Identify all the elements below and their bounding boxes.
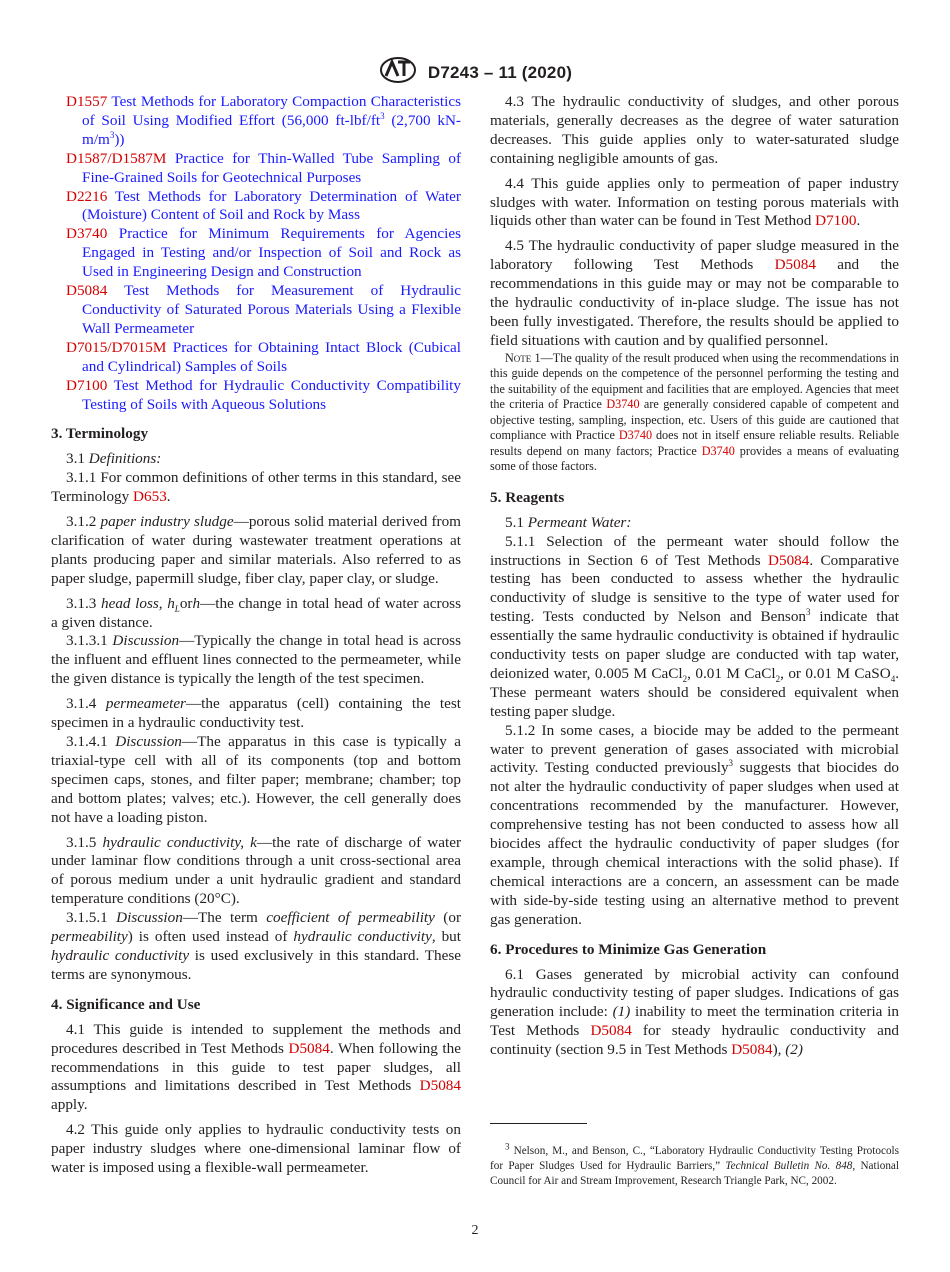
reference-link[interactable]: D1587/D1587M [66,149,167,167]
document-id: D7243 – 11 (2020) [427,62,573,82]
paragraph: 4.1 This guide is intended to supplement the methods and procedures described in Test Methods D5084. When following the recommendations in this guide to test paper sludges, all assumptions and limitations described in Test Methods D5084 apply. [51,1020,461,1114]
paragraph: 3.1.1 For common definitions of other terms in this standard, see Terminology D653. [51,469,461,506]
paragraph: 3.1.4 permeameter—the apparatus (cell) containing the test specimen in a hydraulic conductivity test. [51,695,461,732]
paragraph: 3.1.5 hydraulic conductivity, k—the rate of discharge of water under laminar flow conditions through a unit cross-sectional area of porous medium under a unit hydraulic gradient and standard temperature conditions (20°C). [51,833,462,908]
paragraph: 3.1.3 head loss, $h_Lorh—the$ change in total head of water across a given distance. [51,594,461,631]
section-heading: 4. Significance and Use [51,995,201,1013]
reference-link[interactable]: D2216 [66,187,108,205]
page-number: 2 [471,1223,479,1238]
reference-link[interactable]: D5084 [590,1022,632,1040]
reference-link[interactable]: D3740 [66,225,108,243]
section-heading: 3. Terminology [51,425,149,443]
reference-link[interactable]: D5084 [419,1077,461,1095]
paragraph: 3.1.2 paper industry sludge—porous solid material derived from clarification of water during wastewater treatment operations at plants producing paper and similar materials. Also referred to as paper sludge, papermill sludge, fiber clay, paper clay, or sludge. [51,513,461,587]
paragraph: 3.1.5.1 Discussion—The term coefficient of permeability (or permeability) is often used instead of hydraulic conductivity, but hydraulic conductivity is used exclusively in this standard. These terms are synonymous. [51,909,462,983]
reference-item: D1587/D1587M Practice for Thin-Walled Tube Sampling of Fine-Grained Soils for Geotechnical Purposes [66,149,462,186]
reference-link[interactable]: D5084 [66,282,108,300]
section-heading: 6. Procedures to Minimize Gas Generation [490,940,767,958]
reference-item: D3740 Practice for Minimum Requirements for Agencies Engaged in Testing and/or Inspection of Soil and Rock as Used in Engineering Design and Construction [66,225,462,281]
reference-link[interactable]: D3740 [618,428,653,443]
reference-link[interactable]: D3740 [701,443,735,458]
section-heading: 5. Reagents [490,488,565,506]
astm-logo-icon [378,56,418,89]
reference-link[interactable]: D5084 [288,1039,330,1057]
reference-link[interactable]: D7015/D7015M [66,338,167,356]
reference-item: D5084 Test Methods for Measurement of Hydraulic Conductivity of Saturated Porous Materials Using a Flexible Wall Permeameter [66,282,461,337]
reference-link[interactable]: D1557 [66,93,108,110]
paragraph: 4.4 This guide applies only to permeation of paper industry sludges with water. Information on testing porous materials with liquids other than water can be found in Test Method D7100. [490,174,899,230]
paragraph: 4.3 The hydraulic conductivity of sludges, and other porous materials, generally decreases as the degree of water saturation decreases. This guide applies only to water-saturated sludge containing negligible amounts of gas. [490,93,899,167]
note: Note 1—The quality of the result produced when using the recommendations in this guide depends on the competence of the personnel performing the testing and the suitability of the equipment and facilities that are employed. Agencies that meet the criteria of Practice D3740 are generally considered capable of competent and objective testing, sampling, inspection, etc. Users of this guide are cautioned that compliance with Practice D3740 does not in itself ensure reliable results. Reliable results depend on many factors; Practice D3740 provides a means of evaluating some of those factors. [490,350,900,474]
reference-link[interactable]: D7100 [815,212,857,230]
left-column [51,93,461,1178]
reference-link[interactable]: D3740 [606,397,640,412]
reference-link[interactable]: D5084 [731,1041,773,1059]
paragraph: 6.1 Gases generated by microbial activity can confound hydraulic conductivity testing of paper sludges. Indications of gas generation include: (1) inability to meet the termination criteria in Test Methods D5084 for steady hydraulic conductivity and continuity (section 9.5 in Test Methods D5084), (2) [490,965,900,1059]
reference-item: D7100 Test Method for Hydraulic Conductivity Compatibility Testing of Soils with Aqueous Solutions [66,376,461,413]
paragraph: 4.2 This guide only applies to hydraulic conductivity tests on paper industry sludges where one-dimensional laminar flow of water is imposed using a flexible-wall permeameter. [51,1121,461,1177]
paragraph: 5.1.1 Selection of the permeant water should follow the instructions in Section 6 of Test Methods D5084. Comparative testing has been conducted to assess whether the hydraulic conductivity of sludge is sensitive to the type of water used for testing. Tests conducted by Nelson and Benson$^3$ indicate that essentially the same hydraulic conductivity is obtained if hydraulic conductivity tests on paper sludge are conducted with tap water, deionized water, 0.005 M CaCl$_2$, 0.01 M CaCl$_2$, or 0.01 M CaSO$_4$. These permeant waters should be considered equivalent when testing paper sludge. [490,532,900,720]
reference-link[interactable]: D653 [133,488,167,506]
paragraph: 4.5 The hydraulic conductivity of paper sludge measured in the laboratory following Test Methods D5084 and the recommendations in this guide may or may not be comparable to the hydraulic conductivity of in-place sludge. The issue has not been fully investigated. Therefore, the results should be applied to field situations with caution and by qualified personnel. [490,237,899,349]
paragraph: 3.1.4.1 Discussion—The apparatus in this case is typically a triaxial-type cell with all of its components (top and bottom specimen caps, stones, and filter paper; membrane; chamber; top and bottom plates; valves; etc.). However, the cell generally does not have a loading piston. [51,733,461,826]
reference-item: D1557 Test Methods for Laboratory Compaction Characteristics of Soil Using Modified Effort (56,000 $ft-lbf/ft^3$ (2,700 $kN-m/m^3$)) [66,93,461,148]
footnote-divider [490,1123,587,1124]
reference-link[interactable]: D5084 [774,256,816,274]
page-header [0,56,950,86]
reference-link[interactable]: D7100 [66,376,108,394]
paragraph: 5.1.2 In some cases, a biocide may be added to the permeant water to prevent generation of gases associated with microbial activity. Testing conducted previously$^3$ suggests that biocides do not alter the hydraulic conductivity of paper sludges when used at concentrations recommended by the manufacturer. However, comprehensive testing has not been conducted to assess how all biocides affect the hydraulic conductivity of paper sludges (for example, through chemical interactions with the solid phase). If chemical interactions are a concern, an assessment can be made with side-by-side testing using an alternative method to prevent gas generation. [490,721,900,928]
right-column [490,93,899,1060]
footnote: $^3$ Nelson, M., and Benson, C., “Laboratory Hydraulic Conductivity Testing Protocols for Paper Sludges Used for Hydraulic Barriers,” Technical Bulletin No. 848, National Council for Air and Stream Improvement, Research Triangle Park, NC, 2002. [490,1141,899,1188]
reference-item: D7015/D7015M Practices for Obtaining Intact Block (Cubical and Cylindrical) Samples of Soils [66,338,461,375]
paragraph: 5.1 Permeant Water: [505,513,632,531]
reference-item: D2216 Test Methods for Laboratory Determination of Water (Moisture) Content of Soil and Rock by Mass [66,187,461,224]
reference-link[interactable]: D5084 [768,551,810,569]
paragraph: 3.1.3.1 Discussion—Typically the change in total head is across the influent and effluent lines connected to the permeameter, while the given distance is typically the length of the test specimen. [51,632,461,688]
paragraph: 3.1 Definitions: [66,450,162,468]
